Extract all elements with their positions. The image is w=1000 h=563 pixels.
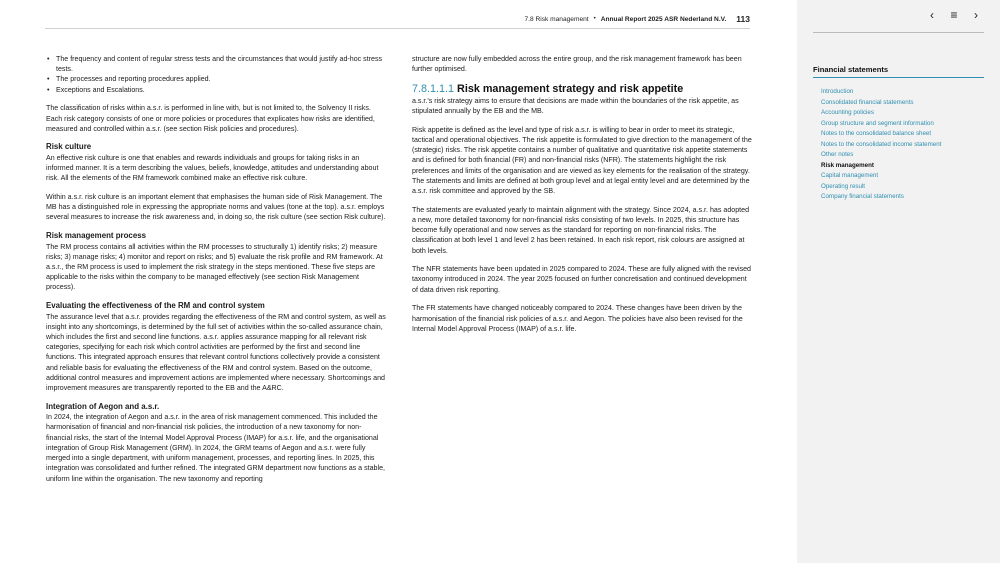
- aegon-integration-heading: Integration of Aegon and a.s.r.: [46, 401, 160, 411]
- section-number: 7.8.1.1.1: [412, 82, 455, 95]
- fr-statements-paragraph: The FR statements have changed noticeably compared to 2024. These changes have been driven by the harmonisation of the financial risk policies of a.s.r. and Aegon. The policies have also been revised for the Internal Model Approval Process (IMAP) of a.s.r. life.: [412, 304, 743, 333]
- toc-item-consolidated-financial-statements[interactable]: Consolidated financial statements: [821, 98, 914, 106]
- effectiveness-section: [46, 301, 386, 393]
- toc-item-other-notes[interactable]: Other notes: [821, 151, 854, 158]
- page-header: [350, 13, 750, 25]
- aegon-integration-paragraph: In 2024, the integration of Aegon and a.s.r. in the area of risk management commenced. This included the harmonisation of financial and non-financial risk policies, the introduction of a new taxonomy for non-financial risks, the start of the Internal Model Approval Process (IMAP) for a.s.r. life, and the organisational integration of Group Risk Management (GRM). In 2024, the GRM teams of Aegon and a.s.r. were fully merged into a single department, with uniform management, processes, and reporting lines. In 2025, this integration was consolidated and further refined. The integrated GRM department now functions as a stable, uniform line within the organisation. The new taxonomy and reporting: [46, 413, 385, 483]
- section-title: Risk management strategy and risk appetite: [457, 82, 684, 95]
- header-separator: •: [593, 16, 596, 22]
- previous-page-icon[interactable]: ‹: [930, 8, 934, 22]
- effectiveness-paragraph: The assurance level that a.s.r. provides regarding the effectiveness of the RM and control system, as well as insight into any shortcomings, is determined by the full set of activities within the so-called assurance chain, which includes the first and second line functions. a.s.r. applies assurance mapping for all relevant risk categories, specifying for each risk which control activities are performed by the first and second line functions. This integrated approach ensures that relevant control functions collectively provide a consistent and reliable basis for evaluating the effectiveness of the RM and control system. Based on the outcome, additional control measures and improvement actions are implemented where necessary. Shortcomings and improvement measures are transparently reported to the EB and the A&RC.: [46, 312, 386, 393]
- rm-process-heading: Risk management process: [46, 231, 146, 241]
- toc-item-notes-balance-sheet[interactable]: Notes to the consolidated balance sheet: [821, 130, 932, 137]
- toc-item-notes-income-statement[interactable]: Notes to the consolidated income statement: [821, 140, 942, 148]
- toc-item-operating-result[interactable]: Operating result: [821, 182, 866, 190]
- toc-item-group-structure[interactable]: Group structure and segment information: [821, 119, 934, 127]
- toc-item-company-financial-statements[interactable]: Company financial statements: [821, 193, 904, 200]
- header-section: 7.8 Risk management: [524, 15, 589, 23]
- list-item: • The processes and reporting procedures applied.: [56, 74, 386, 84]
- list-item: • Exceptions and Escalations.: [56, 85, 386, 95]
- nfr-statements-paragraph: The NFR statements have been updated in 2025 compared to 2024. These are fully aligned with the revised taxonomy introduced in 2024. The year 2025 focused on further concretisation and continued development of data driven risk reporting.: [412, 265, 752, 294]
- risk-culture-paragraph: An effective risk culture is one that enables and rewards individuals and groups for taking risks in an informed manner. It is a term describing the values, beliefs, knowledge, attitudes and understanding about risk. All the elements of the RM framework combined make an effective risk culture.: [46, 153, 379, 183]
- risk-culture-paragraph-2: Within a.s.r. risk culture is an important element that emphasises the human side of Risk Management. The MB has a distinguished role in expressing the appropriate norms and values (tone at the top). a.s.r. employs several measures to increase the risk awareness and, in doing so, the risk culture (see section Risk culture).: [46, 193, 386, 222]
- rm-process-section: [46, 231, 386, 293]
- section-heading: [412, 83, 752, 96]
- menu-icon[interactable]: ≡: [950, 8, 958, 22]
- header-divider: [45, 28, 750, 29]
- toc-item-accounting-policies[interactable]: Accounting policies: [821, 109, 874, 116]
- continuation-paragraph: structure are now fully embedded across the entire group, and the risk management framework has been further optimised.: [412, 55, 742, 74]
- table-of-contents: [821, 87, 991, 203]
- sidebar-title[interactable]: Financial statements: [813, 65, 889, 74]
- stress-test-list: [46, 54, 386, 95]
- aegon-integration-section: [46, 402, 386, 484]
- right-column: [412, 54, 752, 342]
- risk-strategy-paragraph: a.s.r.'s risk strategy aims to ensure that decisions are made within the boundaries of the risk appetite, as stipulated annually by the EB and the MB.: [412, 96, 739, 116]
- list-item: • The frequency and content of regular stress tests and the circumstances that would justify ad-hoc stress tests.: [56, 54, 386, 74]
- page-number: 113: [736, 14, 750, 24]
- risk-appetite-paragraph: Risk appetite is defined as the level and type of risk a.s.r. is willing to bear in order to meet its strategic, tactical and operational objectives. The risk appetite is formulated to give direction to the management of the (strategic) risks. The risk appetite contains a number of qualitative and quantitative risk appetite statements and is defined for both financial (FR) and non-financial risks (NFR). The statements highlight the risk preferences and limits of the organisation and are viewed as key elements for the realisation of the strategy. The statements and limits are defined at both group level and at legal entity level and are determined by the a.s.r. risk committee and approved by the SB.: [412, 125, 752, 196]
- toc-item-capital-management[interactable]: Capital management: [821, 172, 879, 179]
- sidebar-title-divider: [813, 77, 984, 78]
- sidebar-top-divider: [813, 32, 984, 33]
- toc-item-risk-management[interactable]: Risk management: [821, 161, 874, 169]
- taxonomy-paragraph: The statements are evaluated yearly to maintain alignment with the strategy. Since 2024, a.s.r. has adopted a new, more detailed taxonomy for non-financial risks consisting of two levels. In 2025, this structure has become fully operational and now serves as the standard for reporting on non-financial risks. The classification at both level 1 and level 2 has been retained. In each risk report, risk colours are assigned at both levels.: [412, 205, 750, 255]
- header-report-title: Annual Report 2025 ASR Nederland N.V.: [600, 15, 727, 23]
- risk-culture-section: [46, 142, 386, 222]
- next-page-icon[interactable]: ›: [974, 8, 978, 22]
- effectiveness-heading: Evaluating the effectiveness of the RM and control system: [46, 301, 265, 311]
- classification-paragraph: The classification of risks within a.s.r. is performed in line with, but is not limited to, the Solvency II risks. Each risk category consists of one or more policies or procedures that explicates how risks are identified, measured and controlled within a.s.r. (see section Risk policies and procedures).: [46, 104, 375, 133]
- navigation-sidebar: [797, 0, 1000, 563]
- rm-process-paragraph: The RM process contains all activities within the RM processes to structurally 1) identify risks; 2) measure risks; 3) manage risks; 4) monitor and report on risks; and 5) evaluate the risk profile and RM framework. At a.s.r., the RM process is used to implement the risk strategy in the steps mentioned. These five steps are applicable to the risks within the company to be managed effectively (see section Risk Management process).: [46, 242, 383, 292]
- risk-culture-heading: Risk culture: [46, 142, 92, 152]
- left-column: [46, 54, 386, 492]
- toc-item-introduction[interactable]: Introduction: [821, 88, 854, 95]
